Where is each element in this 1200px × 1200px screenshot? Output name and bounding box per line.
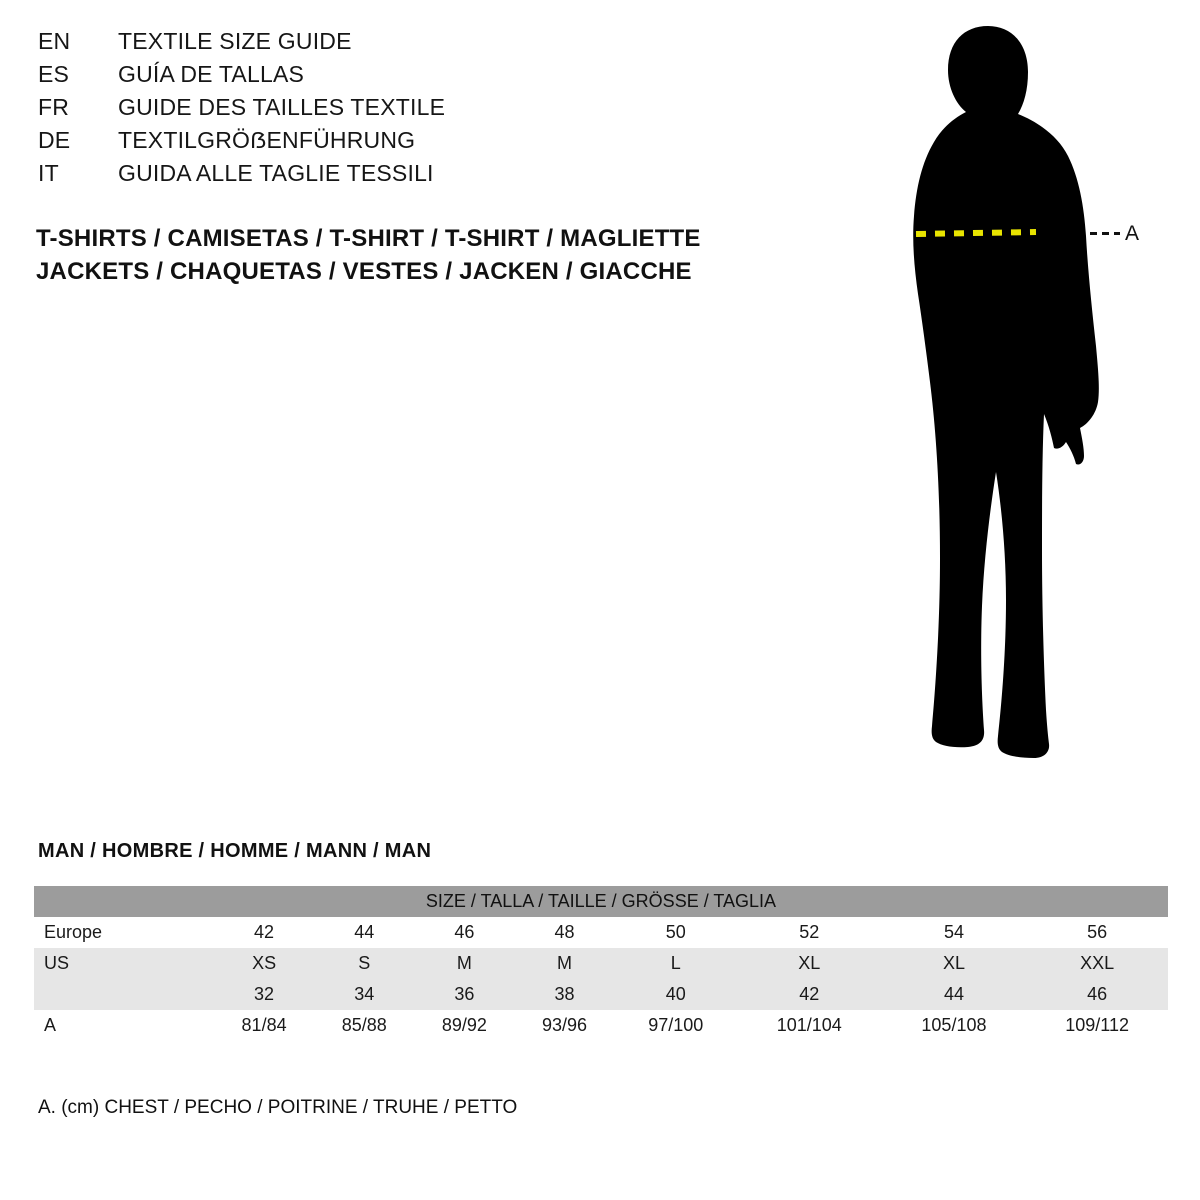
language-code: FR (38, 94, 70, 120)
language-code: IT (38, 160, 59, 186)
language-row (38, 127, 738, 160)
cell: 56 (1026, 917, 1168, 948)
row-label: US (34, 948, 214, 979)
language-text: TEXTILE SIZE GUIDE (118, 28, 352, 54)
table-header-band (34, 886, 1168, 917)
cell: XXL (1026, 948, 1168, 979)
cell: 38 (514, 979, 614, 1010)
language-text: GUÍA DE TALLAS (118, 61, 305, 87)
category-jackets: JACKETS / CHAQUETAS / VESTES / JACKEN / GIACCHE (36, 258, 692, 285)
language-row (38, 94, 738, 127)
cell: 101/104 (737, 1010, 882, 1041)
cell: 97/100 (615, 1010, 737, 1041)
language-row (38, 61, 738, 94)
cell: XL (737, 948, 882, 979)
category-list (36, 222, 796, 288)
language-row (38, 160, 738, 193)
row-label (34, 979, 214, 1010)
silhouette-shape (913, 26, 1099, 758)
cell: 93/96 (514, 1010, 614, 1041)
cell: 52 (737, 917, 882, 948)
table-row (34, 979, 1168, 1010)
cell: 50 (615, 917, 737, 948)
cell: M (414, 948, 514, 979)
cell: 32 (214, 979, 314, 1010)
measure-label-a: A (1125, 222, 1140, 245)
table-row (34, 1010, 1168, 1041)
cell: 54 (882, 917, 1027, 948)
table-section-title: MAN / HOMBRE / HOMME / MANN / MAN (38, 840, 432, 862)
cell: XL (882, 948, 1027, 979)
row-label: A (34, 1010, 214, 1041)
table-row (34, 948, 1168, 979)
cell: 81/84 (214, 1010, 314, 1041)
language-code: DE (38, 127, 71, 153)
cell: 89/92 (414, 1010, 514, 1041)
row-label: Europe (34, 917, 214, 948)
cell: 34 (314, 979, 414, 1010)
cell: L (615, 948, 737, 979)
cell: 44 (882, 979, 1027, 1010)
category-tshirts: T-SHIRTS / CAMISETAS / T-SHIRT / T-SHIRT / MAGLIETTE (36, 225, 701, 252)
language-code: EN (38, 28, 71, 54)
cell: 42 (737, 979, 882, 1010)
cell: 46 (1026, 979, 1168, 1010)
measure-leader-dashes (1090, 232, 1120, 235)
cell: 46 (414, 917, 514, 948)
cell: 109/112 (1026, 1010, 1168, 1041)
cell: 44 (314, 917, 414, 948)
language-text: TEXTILGRÖẞENFÜHRUNG (118, 127, 416, 153)
cell: M (514, 948, 614, 979)
cell: 42 (214, 917, 314, 948)
cell: 48 (514, 917, 614, 948)
language-list (38, 28, 738, 193)
table-band-label: SIZE / TALLA / TAILLE / GRÖSSE / TAGLIA (34, 886, 1168, 917)
table-footnote: A. (cm) CHEST / PECHO / POITRINE / TRUHE / PETTO (38, 1097, 518, 1118)
language-row (38, 28, 738, 61)
cell: 36 (414, 979, 514, 1010)
cell: 105/108 (882, 1010, 1027, 1041)
cell: 40 (615, 979, 737, 1010)
cell: S (314, 948, 414, 979)
cell: XS (214, 948, 314, 979)
body-silhouette-illustration (830, 10, 1170, 790)
size-table (34, 886, 1168, 1041)
language-code: ES (38, 61, 70, 87)
language-text: GUIDE DES TAILLES TEXTILE (118, 94, 446, 120)
table-row (34, 917, 1168, 948)
cell: 85/88 (314, 1010, 414, 1041)
language-text: GUIDA ALLE TAGLIE TESSILI (118, 160, 434, 186)
